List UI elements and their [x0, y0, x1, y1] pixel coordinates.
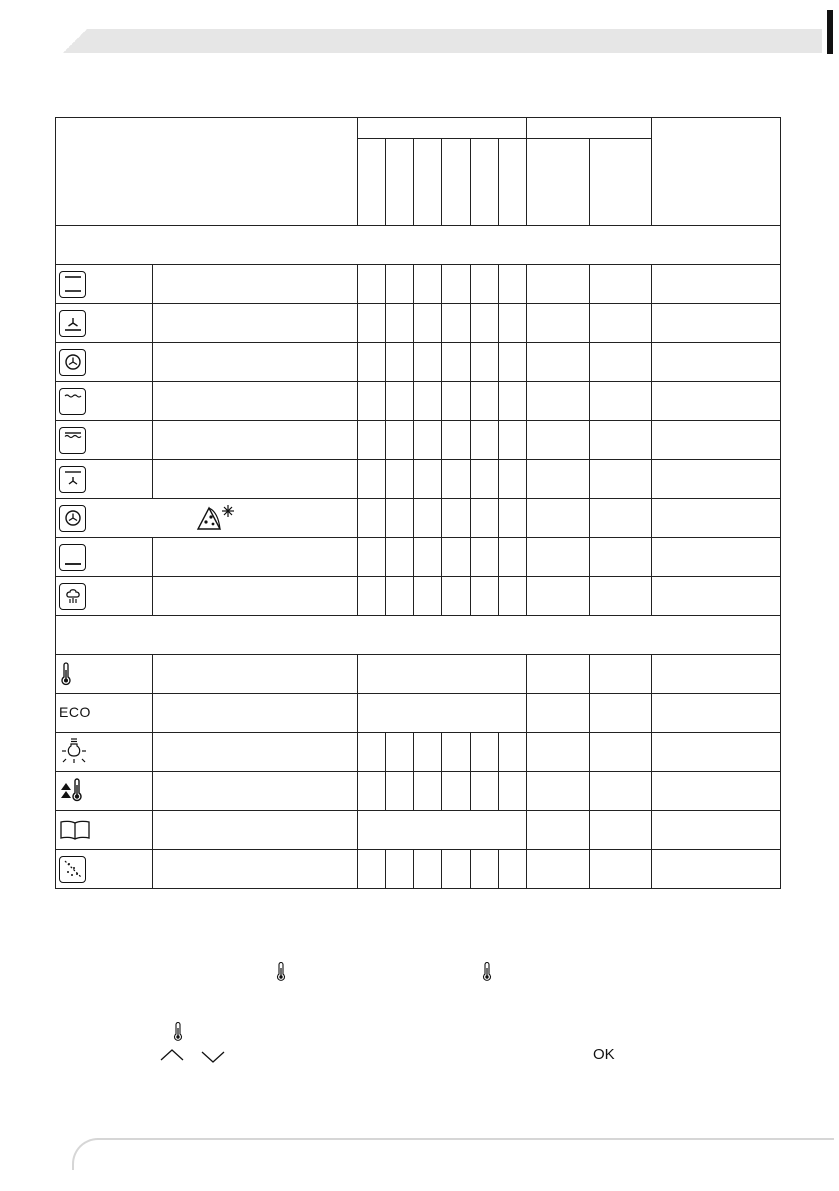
fast-preheat-icon [59, 778, 152, 804]
table-header-row [56, 118, 781, 139]
conventional-icon [59, 271, 86, 298]
header-cell [651, 118, 780, 226]
fan-bottom-icon [59, 310, 86, 337]
icon-cell [56, 772, 153, 811]
header-cell [442, 139, 470, 226]
header-cell [526, 139, 589, 226]
page-edge-marker [827, 10, 833, 54]
icon-cell [56, 343, 153, 382]
steam-assist-icon [59, 583, 86, 610]
thermometer-icon [59, 662, 152, 686]
table-row [56, 382, 781, 421]
double-grill-icon [59, 427, 86, 454]
pizza-frozen-icon [194, 502, 238, 532]
table-row [56, 499, 781, 538]
header-cell [589, 139, 651, 226]
table-row [56, 265, 781, 304]
table-row [56, 733, 781, 772]
icon-cell [56, 421, 153, 460]
cleaning-icon [59, 856, 86, 883]
header-cell [414, 139, 442, 226]
grill-icon [59, 388, 86, 415]
icon-cell [56, 577, 153, 616]
icon-cell [56, 850, 153, 889]
header-group-cell [358, 118, 526, 139]
page-header-tab [62, 29, 822, 53]
icon-cell [56, 382, 153, 421]
table-row [56, 655, 781, 694]
ok-label: OK [593, 1046, 615, 1063]
icon-cell [56, 460, 153, 499]
section-row [56, 616, 781, 655]
header-group-cell [526, 118, 651, 139]
bottom-heat-icon [59, 544, 86, 571]
thermometer-icon [481, 962, 493, 987]
table-row [56, 694, 781, 733]
table-row [56, 772, 781, 811]
section-cell [56, 616, 781, 655]
recipe-book-icon [59, 819, 152, 841]
chevron-up-icon [159, 1048, 185, 1067]
icon-cell [56, 733, 153, 772]
table-row [56, 343, 781, 382]
header-cell [498, 139, 526, 226]
table-row [56, 421, 781, 460]
icon-cell [56, 655, 153, 694]
eco-icon: ECO [59, 704, 91, 720]
grill-fan-icon [59, 466, 86, 493]
header-cell [56, 118, 358, 226]
table-row [56, 850, 781, 889]
header-cell [358, 139, 386, 226]
table-row [56, 811, 781, 850]
chevron-down-icon [200, 1050, 226, 1069]
icon-cell [56, 538, 153, 577]
section-cell [56, 226, 781, 265]
lamp-icon [59, 737, 152, 767]
header-cell [386, 139, 414, 226]
section-row [56, 226, 781, 265]
icon-cell [56, 304, 153, 343]
icon-cell [56, 694, 153, 733]
thermometer-icon [275, 962, 287, 987]
functions-table [55, 117, 781, 889]
fan-ring-icon [59, 349, 86, 376]
page-footer-line [72, 1138, 834, 1170]
fan-ring-icon [59, 505, 86, 532]
icon-cell [56, 265, 153, 304]
thermometer-icon [172, 1022, 184, 1047]
header-cell [470, 139, 498, 226]
table-row [56, 460, 781, 499]
icon-cell [56, 811, 153, 850]
table-row [56, 304, 781, 343]
table-row [56, 538, 781, 577]
table-row [56, 577, 781, 616]
icon-cell [56, 499, 358, 538]
